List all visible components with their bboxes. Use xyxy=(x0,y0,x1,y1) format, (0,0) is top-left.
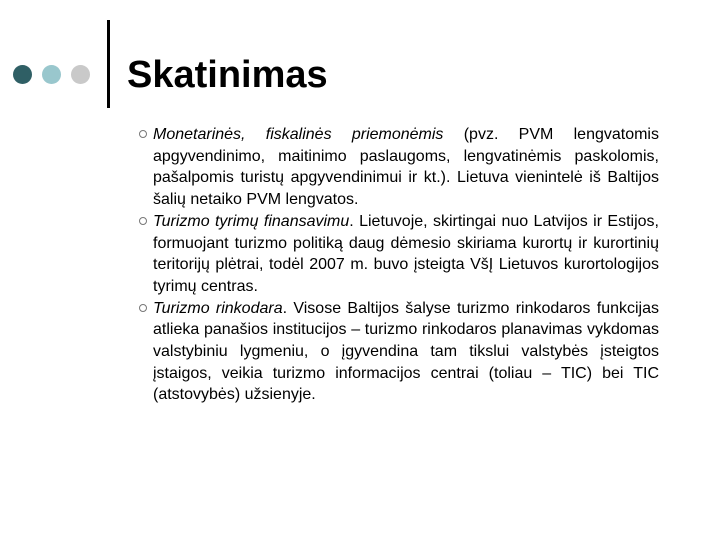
bullet-circle-icon xyxy=(139,130,147,138)
bullet-item xyxy=(142,211,659,298)
bullet-circle-icon xyxy=(139,304,147,312)
bullet-paragraph xyxy=(153,124,659,211)
decorative-dot-teal xyxy=(42,65,61,84)
bullet-item xyxy=(142,298,659,407)
bullet-text: . Visose Baltijos šalyse turizmo rinkodaros funkcijas atlieka panašios institucijos – turizmo rinkodaros planavimas vykdomas valstybiniu lygmeniu, o įgyvendina tam tikslui valstybės įsteigtos įstaigos, veikia turizmo informacijos centrai (toliau – TIC) bei TIC (atstovybės) užsienyje. xyxy=(153,299,659,404)
bullet-lead: Monetarinės, fiskalinės priemonėmis xyxy=(153,126,444,143)
title-divider xyxy=(107,20,110,108)
bullet-paragraph xyxy=(153,298,659,407)
bullet-text: . Lietuvoje, skirtingai nuo Latvijos ir Estijos, formuojant turizmo politiką daug dėmesio skiriama kurortų ir kurortinių teritorijų plėtrai, todėl 2007 m. buvo įsteigta VšĮ Lietuvos kurortologijos tyrimų centras. xyxy=(153,212,659,295)
decorative-dot-dark xyxy=(13,65,32,84)
bullet-lead: Turizmo rinkodara xyxy=(153,299,283,317)
decorative-dot-gray xyxy=(71,65,90,84)
bullet-lead: Turizmo tyrimų finansavimu xyxy=(153,212,350,230)
bullet-item xyxy=(142,124,659,211)
bullet-paragraph xyxy=(153,211,659,298)
bullet-text: (pvz. PVM lengvatomis apgyvendinimo, maitinimo paslaugoms, lengvatinėmis paskolomis, pašalpomis turistų apgyvendinimui ir kt.). Lietuva vienintelė iš Baltijos šalių netaiko PVM lengvatos. xyxy=(153,126,659,209)
bullet-list xyxy=(142,124,659,406)
slide-title: Skatinimas xyxy=(127,54,328,96)
bullet-circle-icon xyxy=(139,217,147,225)
